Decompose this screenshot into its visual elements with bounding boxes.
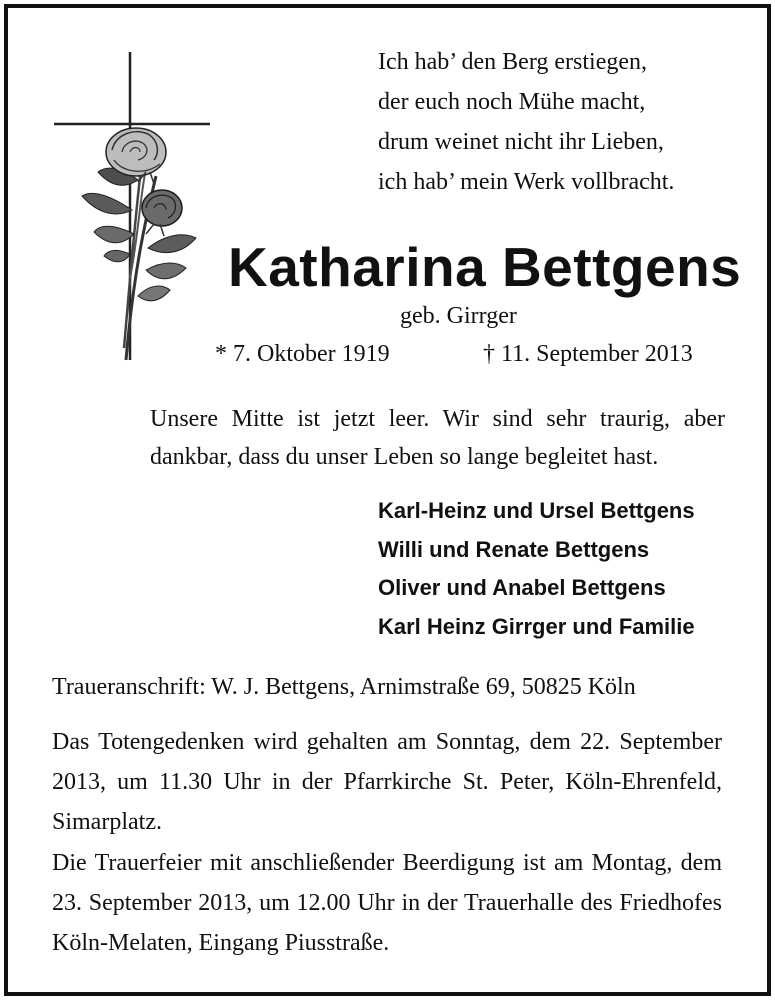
death-date: † 11. September 2013 <box>483 341 693 367</box>
memorial-service-info: Das Totengedenken wird gehalten am Sonntag, dem 22. September 2013, um 11.30 Uhr in der Pfarrkirche St. Peter, Köln-Ehrenfeld, Simarplatz. <box>52 729 722 835</box>
poem-line: drum weinet nicht ihr Lieben, <box>378 129 664 155</box>
mourner: Karl Heinz Girrger und Familie <box>378 613 695 639</box>
mourner: Oliver und Anabel Bettgens <box>378 575 666 600</box>
poem-line: der euch noch Mühe macht, <box>378 89 646 115</box>
birth-date: * 7. Oktober 1919 <box>215 341 390 367</box>
mourning-address: Traueranschrift: W. J. Bettgens, Arnimstraße 69, 50825 Köln <box>52 674 636 700</box>
deceased-name: Katharina Bettgens <box>228 236 742 298</box>
cross-with-roses-icon <box>50 48 220 368</box>
mourner: Willi und Renate Bettgens <box>378 536 650 562</box>
maiden-name: geb. Girrger <box>400 303 517 329</box>
funeral-info: Die Trauerfeier mit anschließender Beerdigung ist am Montag, dem 23. September 2013, um 12.00 Uhr in der Trauerhalle des Friedhofes Köln-Melaten, Eingang Piusstraße. <box>52 850 722 956</box>
poem <box>378 42 738 202</box>
poem-line: Ich hab’ den Berg erstiegen, <box>378 49 648 75</box>
mourners-list <box>378 492 695 646</box>
poem-line: ich hab’ mein Werk vollbracht. <box>378 169 675 195</box>
farewell-message: Unsere Mitte ist jetzt leer. Wir sind sehr traurig, aber dankbar, dass du unser Leben so lange begleitet hast. <box>150 406 725 470</box>
mourner: Karl-Heinz und Ursel Bettgens <box>378 498 695 523</box>
